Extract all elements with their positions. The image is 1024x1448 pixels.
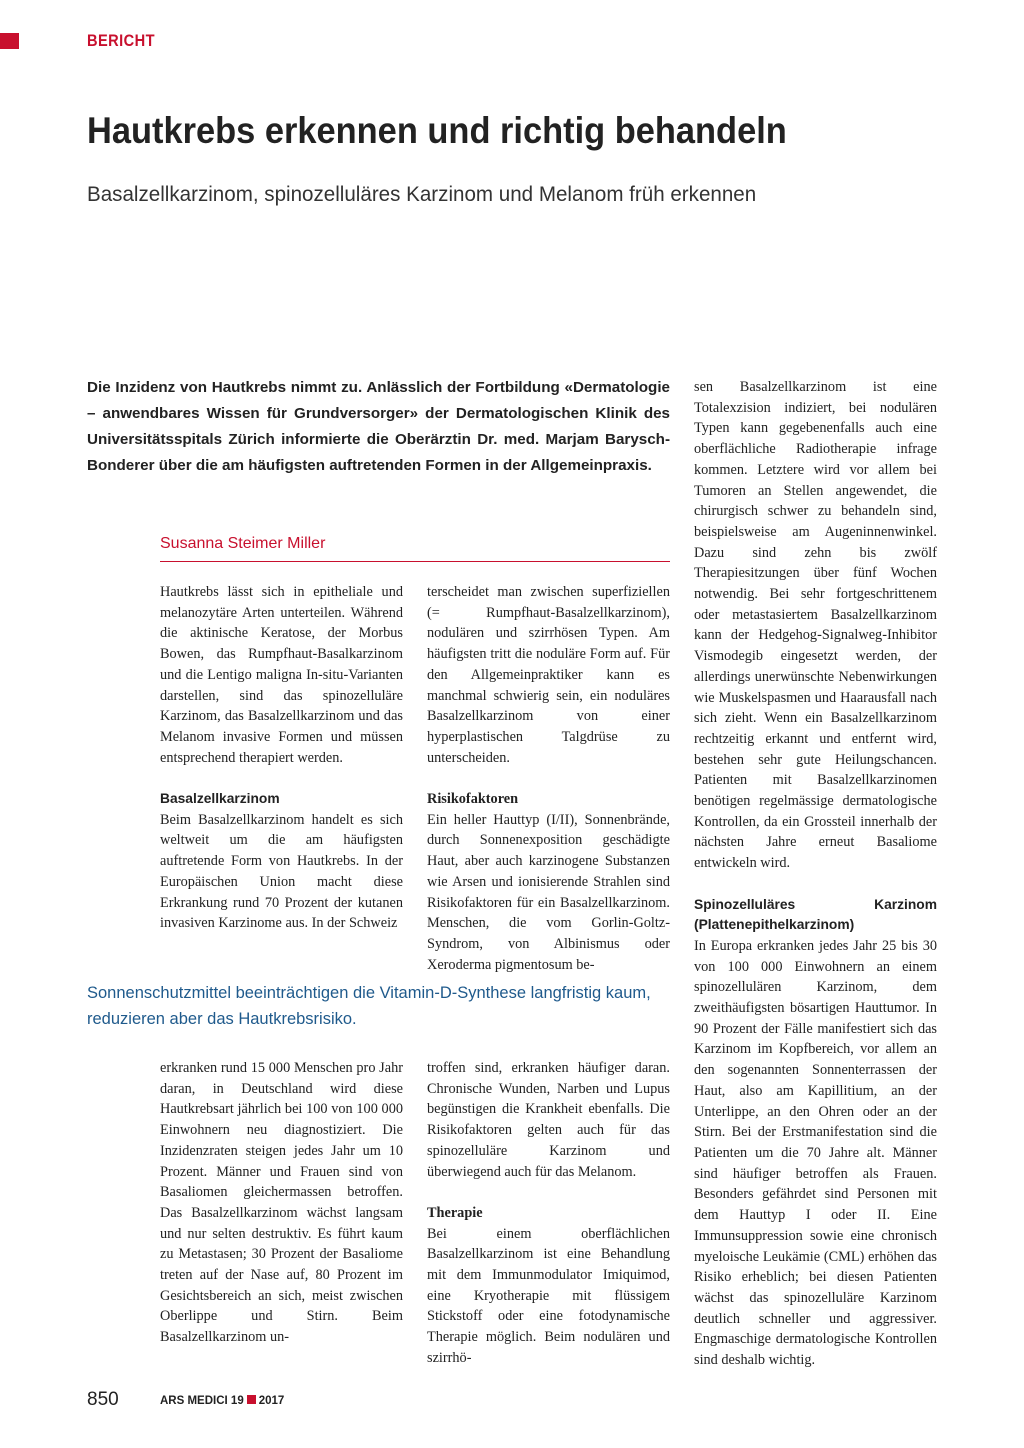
body-paragraph: Bei einem oberflächlichen Basalzellkarzinom ist eine Behandlung mit dem Immunmodulator Imiquimod, eine Kryotherapie mit flüssigem Stickstoff oder eine fotodynamische Therapie möglich. Beim nodulären und szirrhö- — [427, 1225, 670, 1366]
journal-info — [160, 1395, 284, 1407]
footer-square-marker — [247, 1395, 256, 1404]
body-paragraph: Beim Basalzellkarzinom handelt es sich weltweit um die am häufigsten auftretende Form von Hautkrebs. In der Europäischen Union macht diese Erkrankung rund 70 Prozent der kutanen invasiven Karzinome aus. In der Schweiz — [160, 811, 403, 932]
author-name: Susanna Steimer Miller — [160, 535, 326, 552]
body-paragraph: troffen sind, erkranken häufiger daran. Chronische Wunden, Narben und Lupus begünstigen die Krankheit ebenfalls. Die Risikofaktoren gelten auch für das spinozelluläre Karzinom und überwiegend auch für das Melanom. — [427, 1060, 670, 1180]
section-heading-therapie: Therapie — [427, 1204, 483, 1221]
column-3 — [694, 377, 937, 1371]
column-1-top — [160, 582, 403, 934]
article-title: Hautkrebs erkennen und richtig behandeln — [87, 110, 787, 151]
section-heading-spinozellulaeres-karzinom: Spinozelluläres Karzinom (Plattenepithelkarzinom) — [694, 896, 937, 933]
body-paragraph: terscheidet man zwischen superfiziellen (= Rumpfhaut-Basalzellkarzinom), nodulären und szirrhösen Typen. Am häufigsten tritt die noduläre Form auf. Für den Allgemeinpraktiker kann es manchmal schwierig sein, ein noduläres Basalzellkarzinom von einer hyperplastischen Talgdrüse zu unterscheiden. — [427, 584, 670, 766]
journal-year: 2017 — [258, 1395, 285, 1407]
page-number: 850 — [87, 1389, 119, 1410]
section-heading-risikofaktoren: Risikofaktoren — [427, 791, 519, 808]
section-marker — [0, 33, 19, 49]
column-1-bottom — [160, 1058, 403, 1348]
section-label: BERICHT — [87, 31, 155, 50]
section-heading-basalzellkarzinom: Basalzellkarzinom — [160, 791, 280, 807]
body-paragraph: In Europa erkranken jedes Jahr 25 bis 30 von 100 000 Einwohnern an einem spinozellulären Karzinom, dem zweithäufigsten bösartigen Hauttumor. In 90 Prozent der Fälle manifestiert sich das Karzinom im Kopfbereich, vor allem an den sogenannten Sonnenterrassen der Haut, also am Kapillitium, an der Unterlippe, an den Ohren oder an der Stirn. Bei der Erstmanifestation sind die Patienten um die 70 Jahre alt. Männer sind häufiger betroffen als Frauen. Besonders gefährdet sind Personen mit dem Hauttyp I oder II. Eine Immunsuppression sowie eine chronisch myeloische Leukämie (CML) erhöhen das Risiko erheblich; bei diesen Patienten wächst das spinozelluläre Karzinom deutlich schneller und aggressiver. Engmaschige dermatologische Kontrollen sind deshalb wichtig. — [694, 937, 937, 1369]
body-paragraph: sen Basalzellkarzinom ist eine Totalexzision indiziert, bei nodulären Typen kann gegebenenfalls auch eine oberflächliche Radiotherapie infrage kommen. Letztere wird vor allem bei Tumoren an Stellen angewendet, die chirurgisch schwer zu behandeln sind, beispielsweise am Augeninnenwinkel. Dazu sind zehn bis zwölf Therapiesitzungen über fünf Wochen notwendig. Bei sehr fortgeschrittenem oder metastasiertem Basalzellkarzinom kann der Hedgehog-Signalweg-Inhibitor Vismodegib eingesetzt werden, der allerdings unerwünschte Nebenwirkungen wie Muskelspasmen und Haarausfall nach sich zieht. Wenn ein Basalzellkarzinom rechtzeitig erkannt und entfernt wird, bestehen sehr gute Heilungschancen. Patienten mit Basalzellkarzinomen benötigen regelmässige dermatologische Kontrollen, da ein Grossteil innerhalb der nächsten Jahre erneut Basaliome entwickeln wird. — [694, 379, 937, 872]
body-paragraph: Ein heller Hauttyp (I/II), Sonnenbrände, durch Sonnenexposition geschädigte Haut, aber auch karzinogene Substanzen wie Arsen und ionisierende Strahlen sind Risikofaktoren für ein Basalzellkarzinom. Menschen, die vom Gorlin-Goltz-Syndrom, von Albinismus oder Xeroderma pigmentosum be- — [427, 811, 670, 973]
journal-name: ARS MEDICI 19 — [160, 1395, 244, 1407]
column-2-bottom — [427, 1058, 670, 1369]
article-subtitle: Basalzellkarzinom, spinozelluläres Karzinom und Melanom früh erkennen — [87, 183, 757, 206]
intro-paragraph: Hautkrebs lässt sich in epitheliale und melanozytäre Arten unterteilen. Während die aktinische Keratose, der Morbus Bowen, das Rumpfhaut-Basalkarzinom und die Lentigo maligna In-situ-Varianten darstellen, sind das spinozelluläre Karzinom, das Basalzellkarzinom und das Melanom invasive Formen und müssen entsprechend therapiert werden. — [160, 584, 403, 766]
author-divider — [160, 561, 670, 562]
body-paragraph: erkranken rund 15 000 Menschen pro Jahr daran, in Deutschland wird diese Hautkrebsart jährlich bei 100 von 100 000 Einwohnern neu diagnostiziert. Die Inzidenzraten steigen jedes Jahr um 10 Prozent. Männer und Frauen sind von Basaliomen gleichermassen betroffen. Das Basalzellkarzinom wächst langsam und nur selten destruktiv. Es führt kaum zu Metastasen; 30 Prozent der Basaliome treten auf der Nase auf, 80 Prozent im Gesichtsbereich an sich, meist zwischen Oberlippe und Stirn. Beim Basalzellkarzinom un- — [160, 1060, 403, 1346]
pull-quote: Sonnenschutzmittel beeinträchtigen die Vitamin-D-Synthese langfristig kaum, reduzieren aber das Hautkrebsrisiko. — [87, 984, 651, 1028]
column-2-top — [427, 582, 670, 975]
lead-paragraph: Die Inzidenz von Hautkrebs nimmt zu. Anlässlich der Fortbildung «Dermatologie – anwendbares Wissen für Grundversorger» der Dermatologischen Klinik des Universitätsspitals Zürich informierte die Oberärztin Dr. med. Marjam Barysch-Bonderer über die am häufigsten auftretenden Formen in der Allgemeinpraxis. — [87, 379, 670, 474]
